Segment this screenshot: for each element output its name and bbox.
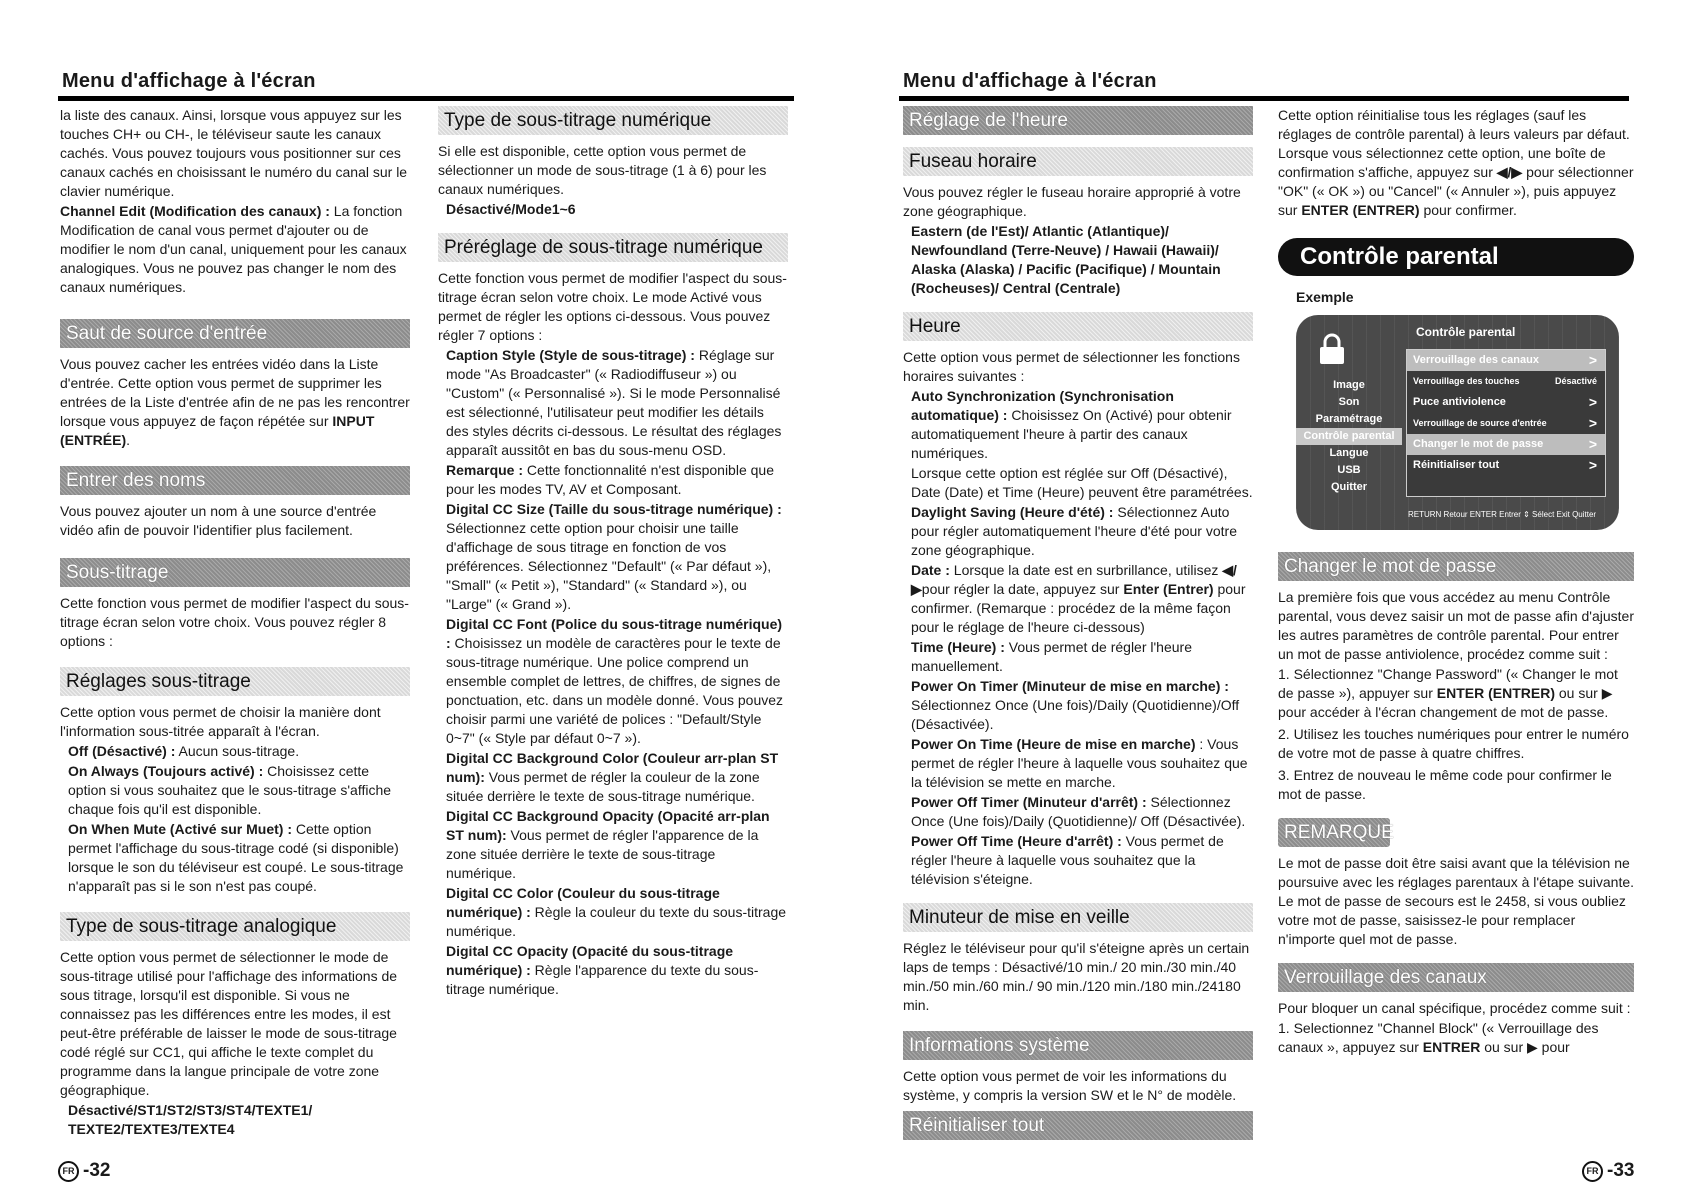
page-title-left: Menu d'affichage à l'écran — [62, 70, 316, 92]
on-always-option: On Always (Toujours activé) : Choisissez cette option si vous souhaitez que le sous-titrage s'affiche chaque fois qu'il est disponible. — [68, 763, 392, 817]
page-number-right — [1582, 1160, 1634, 1182]
off-option: Off (Désactivé) : Aucun sous-titrage. — [68, 743, 300, 759]
menu-right-item: Changer le mot de passe > — [1407, 434, 1605, 455]
menu-left-item: Paramétrage — [1315, 413, 1383, 425]
power-on-timer-option: Power On Timer (Minuteur de mise en marche) : Sélectionnez Once (Une fois)/Daily (Quotidienne)/Off (Désactivée). — [911, 678, 1240, 732]
cc-bg-color-option: Digital CC Background Color (Couleur arr-plan ST num): Vous permet de régler la couleur de la zone située derrière le texte de sous-titrage numérique. — [446, 750, 779, 804]
subheading-fuseau: Fuseau horaire — [903, 147, 1253, 176]
subheading-reglages: Réglages sous-titrage — [60, 667, 410, 696]
cc-size-option: Digital CC Size (Taille du sous-titrage numérique) : Sélectionnez cette option pour choisir une taille d'affichage de sous titrage en fonction de vos préférences. Sélectionnez "Default" (« Par défaut »), "Small" (« Petit »), "Standard" (« Standard »), ou "Large" (« Grand »). — [446, 501, 782, 612]
page-number: -32 — [83, 1160, 111, 1181]
verrouillage-paragraph: Pour bloquer un canal spécifique, procédez comme suit : — [1278, 1000, 1631, 1016]
column-4 — [1278, 106, 1634, 1058]
cc-bg-opacity-option: Digital CC Background Opacity (Opacité arr-plan ST num): Vous permet de régler l'apparence de la zone située derrière le texte de sous-titrage numérique. — [446, 808, 770, 881]
prereglage-paragraph: Cette fonction vous permet de modifier l'aspect du sous-titrage écran selon votre choix. Le mode Activé vous permet de régler les options ci-dessous. Vous pouvez régler 7 options : — [438, 270, 787, 343]
fuseau-options: Eastern (de l'Est)/ Atlantic (Atlantique)/ Newfoundland (Terre-Neuve) / Hawaii (Hawaii)/ Alaska (Alaska) / Pacific (Pacifique) / Mountain (Rocheuses)/ Central (Centrale) — [911, 223, 1221, 296]
time-option: Time (Heure) : Vous permet de régler l'heure manuellement. — [911, 639, 1192, 674]
menu-left-item: Image — [1333, 379, 1365, 391]
language-badge: FR — [1582, 1161, 1603, 1182]
header-rule-right — [899, 96, 1629, 101]
menu-left-list — [1296, 377, 1402, 496]
menu-left-item: Langue — [1329, 447, 1369, 459]
remarque-note: Remarque : Cette fonctionnalité n'est disponible que pour les modes TV, AV et Composant. — [446, 462, 774, 497]
paragraph: la liste des canaux. Ainsi, lorsque vous appuyez sur les touches CH+ ou CH-, le téléviseur saute les canaux cachés. Vous pouvez toujours vous positionner sur ces canaux cachés en choisissant le numéro du canal sur le clavier numérique. — [60, 107, 408, 199]
page-number: -33 — [1607, 1160, 1635, 1181]
column-3 — [903, 106, 1253, 1147]
reinit-paragraph: Cette option réinitialise tous les réglages (sauf les réglages de contrôle parental) à leurs valeurs par défaut. Lorsque vous sélectionnez cette option, une boîte de confirmation s'affiche, appuyez sur ◀/▶ pour sélectionner "OK" (« OK ») ou "Cancel" (« Annuler »), puis appuyez sur ENTER (ENTRER) pour confirmer. — [1278, 107, 1634, 218]
section-heading-info: Informations système — [903, 1031, 1253, 1060]
power-off-time-option: Power Off Time (Heure d'arrêt) : Vous permet de régler l'heure à laquelle vous souhaitez que la télévision s'éteigne. — [911, 833, 1224, 887]
subheading-heure: Heure — [903, 312, 1253, 341]
subheading-prereglage: Préréglage de sous-titrage numérique — [438, 233, 788, 262]
section-heading-sous-titrage: Sous-titrage — [60, 558, 410, 587]
menu-left-item: USB — [1337, 464, 1361, 476]
auto-sync-note: Lorsque cette option est réglée sur Off (Désactivé), Date (Date) et Time (Heure) peuvent être paramétrées. — [911, 465, 1253, 500]
saut-paragraph: Vous pouvez cacher les entrées vidéo dans la Liste d'entrée. Cette option vous permet de supprimer les entrées de la Liste d'entrée afin de ne pas les rencontrer lorsque vous appuyez de façon répétée sur INPUT (ENTRÉE). — [60, 356, 410, 448]
subheading-analogique: Type de sous-titrage analogique — [60, 912, 410, 941]
parental-menu-screenshot — [1296, 315, 1619, 530]
section-heading-noms: Entrer des noms — [60, 466, 410, 495]
channel-edit-paragraph: Channel Edit (Modification des canaux) : La fonction Modification de canal vous permet d'ajouter ou de modifier le nom d'un canal, uniquement pour les canaux analogiques. Vous ne pouvez pas changer le nom des canaux numériques. — [60, 203, 407, 295]
menu-left-item: Quitter — [1330, 481, 1368, 493]
sous-titrage-paragraph: Cette fonction vous permet de modifier l'aspect du sous-titrage écran selon votre choix. Vous pouvez régler 8 options : — [60, 595, 409, 649]
info-paragraph: Cette option vous permet de voir les informations du système, y compris la version SW et le N° de modèle. — [903, 1068, 1237, 1103]
heure-paragraph: Cette option vous permet de sélectionner les fonctions horaires suivantes : — [903, 349, 1240, 384]
subheading-minuteur: Minuteur de mise en veille — [903, 903, 1253, 932]
section-heading-mdp: Changer le mot de passe — [1278, 552, 1634, 581]
mdp-steps — [1278, 665, 1634, 804]
menu-left-item-selected: Contrôle parental — [1296, 428, 1402, 445]
analogique-options: Désactivé/ST1/ST2/ST3/ST4/TEXTE1/ TEXTE2/TEXTE3/TEXTE4 — [68, 1102, 313, 1137]
section-heading-controle: Contrôle parental — [1278, 238, 1634, 276]
caption-style-option: Caption Style (Style de sous-titrage) : Réglage sur mode "As Broadcaster" (« Radiodiffuseur ») ou "Custom" (« Personnalisé »). Si le mode Personnalisé est sélectionné, l'utilisateur peut modifier les détails des styles décrits ci-dessous. Le résultat des réglages apparaît aussitôt en bas du sous-menu OSD. — [446, 347, 782, 458]
header-rule-left — [58, 96, 794, 101]
language-badge: FR — [58, 1161, 79, 1182]
page-number-left — [58, 1160, 110, 1182]
section-heading-verrouillage: Verrouillage des canaux — [1278, 963, 1634, 992]
menu-right-list — [1406, 349, 1606, 497]
noms-paragraph: Vous pouvez ajouter un nom à une source d'entrée vidéo afin de pouvoir l'identifier plus facilement. — [60, 503, 377, 538]
fuseau-paragraph: Vous pouvez régler le fuseau horaire approprié à votre zone géographique. — [903, 184, 1241, 219]
column-1 — [60, 106, 410, 1140]
section-heading-heure: Réglage de l'heure — [903, 106, 1253, 135]
on-mute-option: On When Mute (Activé sur Muet) : Cette option permet l'affichage du sous-titrage codé (si disponible) lorsque le son du téléviseur est coupé. Le sous-titrage n'apparaît pas si le son n'est pas coupé. — [68, 821, 404, 894]
page-title-right: Menu d'affichage à l'écran — [903, 70, 1157, 92]
section-heading-saut: Saut de source d'entrée — [60, 319, 410, 348]
menu-right-item: Réinitialiser tout > — [1413, 457, 1597, 473]
power-off-timer-option: Power Off Timer (Minuteur d'arrêt) : Sélectionnez Once (Une fois)/Daily (Quotidienne)/ Off (Désactivée). — [911, 794, 1246, 829]
menu-title: Contrôle parental — [1416, 325, 1516, 339]
example-label: Exemple — [1296, 289, 1354, 305]
lock-icon — [1318, 333, 1346, 365]
minuteur-paragraph: Réglez le téléviseur pour qu'il s'éteigne après un certain laps de temps : Désactivé/10 min./ 20 min./30 min./40 min./50 min./60 min./ 90 min./120 min./180 min./24180 min. — [903, 940, 1250, 1013]
list-item: 2. Utilisez les touches numériques pour entrer le numéro de votre mot de passe à quatre chiffres. — [1278, 726, 1629, 761]
cc-color-option: Digital CC Color (Couleur du sous-titrage numérique) : Règle la couleur du texte du sous-titrage numérique. — [446, 885, 787, 939]
date-option: Date : Lorsque la date est en surbrillance, utilisez ◀/▶pour régler la date, appuyez sur Enter (Entrer) pour confirmer. (Remarque : procédez de la même façon pour le réglage de l'heure ci-dessous) — [911, 562, 1246, 635]
cc-font-option: Digital CC Font (Police du sous-titrage numérique) : Choisissez un modèle de caractères pour le texte de sous-titrage numérique. Une police comprend un ensemble complet de lettres, de chiffres, de signes de ponctuation, etc. dans un modèle donné. Vous pouvez choisir parmi une variété de polices : "Default/Style 0~7" (« Style par défaut 0~7 »). — [446, 616, 784, 746]
section-heading-reinit: Réinitialiser tout — [903, 1111, 1253, 1140]
numerique-paragraph: Si elle est disponible, cette option vous permet de sélectionner un mode de sous-titrage (1 à 6) pour les canaux numériques. — [438, 143, 767, 197]
power-on-time-option: Power On Time (Heure de mise en marche) : Vous permet de régler l'heure à laquelle vous souhaitez que la télévision se mette en marche. — [911, 736, 1248, 790]
menu-left-item: Son — [1338, 396, 1360, 408]
menu-right-item: Verrouillage de source d'entrée > — [1413, 415, 1597, 431]
menu-right-item: Puce antiviolence > — [1413, 394, 1597, 410]
analogique-paragraph: Cette option vous permet de sélectionner le mode de sous-titrage utilisé pour l'affichage des informations de sous titrage, lorsqu'il est disponible. Si vous ne connaissez pas les différences entre les modes, il est peut-être préférable de laisser le mode de sous-titrage codé réglé sur CC1, qui affiche le texte complet du programme dans la langue principale de votre zone géographique. — [60, 949, 398, 1098]
menu-right-item: Verrouillage des touches Désactivé — [1413, 376, 1597, 386]
remarque-heading: REMARQUE — [1278, 818, 1390, 847]
menu-right-item: Verrouillage des canaux > — [1407, 350, 1605, 371]
list-item: 1. Sélectionnez "Change Password" (« Changer le mot de passe »), appuyer sur ENTER (ENTRER) ou sur ▶ pour accéder à l'écran changement de mot de passe. — [1278, 666, 1618, 720]
menu-bottom-hints: RETURN Retour ENTER Entrer ⇕ Sélect Exit Quitter — [1408, 510, 1597, 519]
daylight-option: Daylight Saving (Heure d'été) : Sélectionnez Auto pour régler automatiquement l'heure d'été pour votre zone géographique. — [911, 504, 1237, 558]
mdp-paragraph: La première fois que vous accédez au menu Contrôle parental, vous devez saisir un mot de passe afin d'ajuster les autres paramètres de contrôle parental. Pour entrer un mot de passe antiviolence, procédez comme suit : — [1278, 589, 1634, 662]
verrouillage-step: 1. Selectionnez "Channel Block" (« Verrouillage des canaux », appuyez sur ENTRER ou sur ▶ pour — [1278, 1020, 1599, 1055]
subheading-numerique: Type de sous-titrage numérique — [438, 106, 788, 135]
cc-opacity-option: Digital CC Opacity (Opacité du sous-titrage numérique) : Règle l'apparence du texte du sous-titrage numérique. — [446, 943, 759, 997]
reglages-paragraph: Cette option vous permet de choisir la manière dont l'information sous-titrée apparaît à l'écran. — [60, 704, 381, 739]
numerique-options: Désactivé/Mode1~6 — [446, 201, 576, 217]
column-2 — [438, 106, 788, 1000]
remarque-paragraph: Le mot de passe doit être saisi avant que la télévision ne poursuive avec les réglages parentaux à l'étape suivante. Le mot de passe de secours est le 2458, si vous oubliez votre mot de passe, saisissez-le pour remplacer n'importe quel mot de passe. — [1278, 855, 1635, 947]
list-item: 3. Entrez de nouveau le même code pour confirmer le mot de passe. — [1278, 767, 1612, 802]
auto-sync-option: Auto Synchronization (Synchronisation automatique) : Choisissez On (Activé) pour obtenir automatiquement l'heure à partir des canaux numériques. — [911, 388, 1232, 461]
